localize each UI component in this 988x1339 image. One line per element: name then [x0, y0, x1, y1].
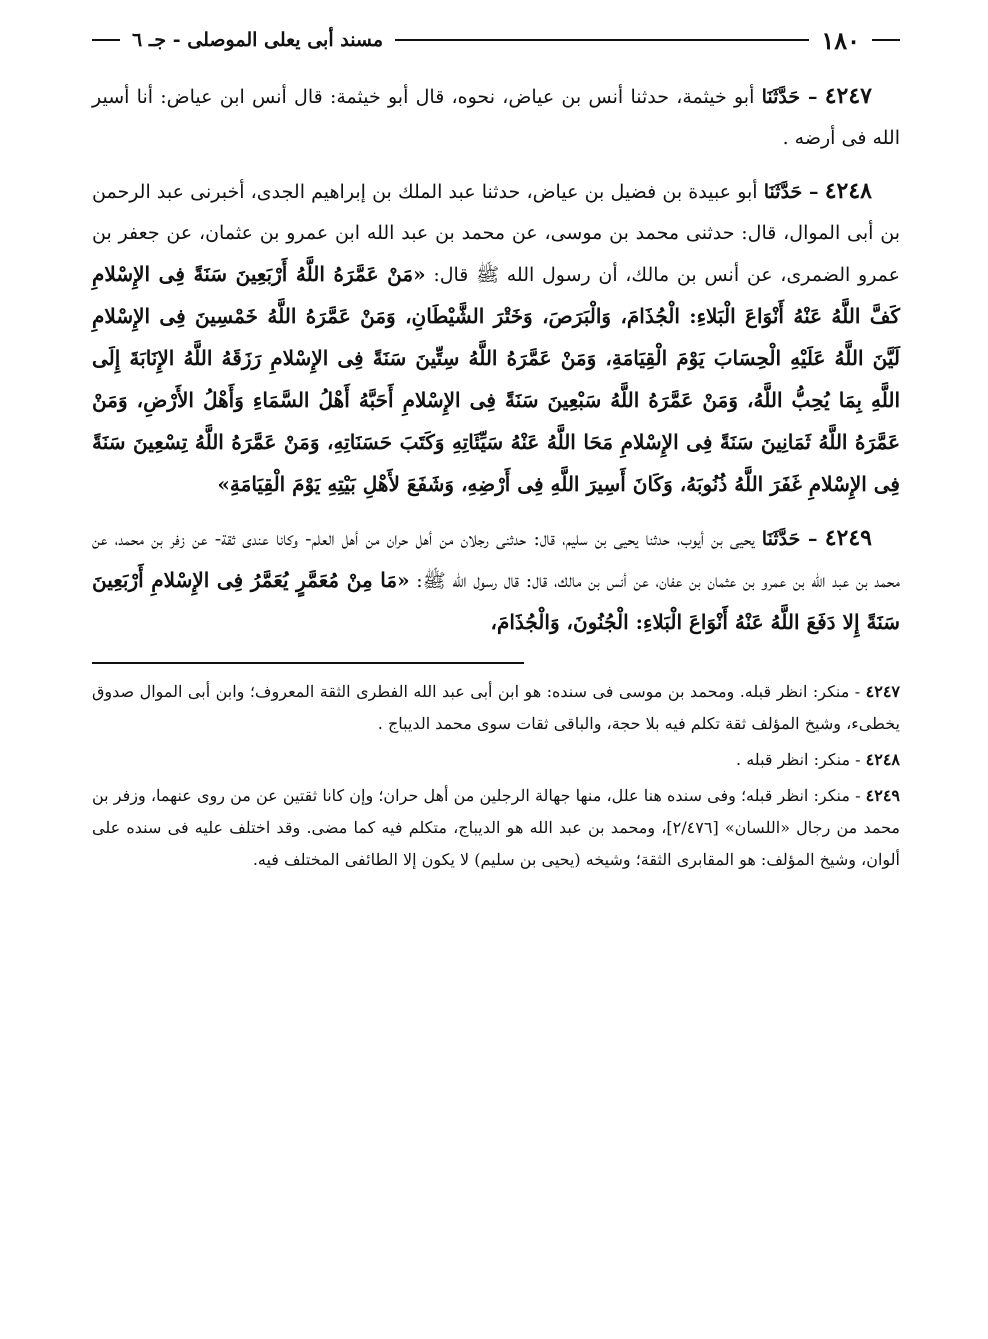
hadith-text: أبو خيثمة، حدثنا أنس بن عياض، نحوه، قال أبو خيثمة: قال أنس ابن عياض: أنا أسير الله فى أرضه . [92, 86, 900, 149]
page-number: ١٨٠ [821, 25, 860, 55]
header-rule [395, 39, 809, 41]
footnote-text: - منكر: انظر قبله؛ وفى سنده هنا علل، منها جهالة الرجلين من أهل حران؛ وإن كانا ثقتين عن من روى عنهما، وزفر بن محمد من رجال «اللسان» [٢/٤٧٦]، ومحمد بن عبد الله هو الديباج، متكلم فيه كما مضى. وقد اختلف عليه فى سنده على ألوان، وشيخ المؤلف: هو المقابرى الثقة؛ وشيخه (يحيى بن سليم) لا يكون إلا الطائفى المختلف فيه. [92, 786, 900, 869]
footnote-text: - منكر: انظر قبله . [736, 750, 861, 769]
footnote-number: ٤٢٤٧ [865, 682, 900, 701]
footnote-text: - منكر: انظر قبله. ومحمد بن موسى فى سنده: هو ابن أبى عبد الله الفطرى الثقة المعروف؛ وابن أبى الموال صدوق يخطىء، وشيخ المؤلف ثقة تكلم فيه بلا حجة، والباقى ثقات سوى محمد الديباج . [92, 682, 900, 733]
hadith-paragraph: ٤٢٤٩ – حَدَّثَنَا يحيى بن أيوب، حدثنا يحيى بن سليم، قال: حدثنى رجلان من أهل حران من أهل العلم- وكانا عندى ثقة- عن زفر بن محمد، عن محمد بن عبد الله بن عمرو بن عثمان بن عفان، عن أنس بن مالك، قال: قال رسول الله ﷺ: «مَا مِنْ مُعَمَّرٍ يُعَمَّرُ فِى الإِسْلامِ أَرْبَعِينَ سَنَةً إِلا دَفَعَ اللَّهُ عَنْهُ أَنْوَاعَ الْبَلاءِ: الْجُنُونَ، وَالْجُذَامَ، [92, 525, 901, 634]
footnote [92, 676, 900, 740]
footnote [92, 744, 900, 776]
hadith-keyword: حَدَّثَنَا [763, 181, 803, 203]
hadith-keyword: حَدَّثَنَا [761, 528, 801, 550]
footnote-divider [92, 662, 524, 664]
header-rule-right [872, 39, 900, 41]
footnote-number: ٤٢٤٨ [865, 750, 900, 769]
hadith-matn: «مَنْ عَمَّرَهُ اللَّهُ أَرْبَعِينَ سَنَةً فِى الإِسْلامِ كَفَّ اللَّهُ عَنْهُ أَنْوَاعَ الْبَلاءِ: الْجُذَامَ، وَالْبَرَصَ، وَخَتْرَ الشَّيْطَانِ، وَمَنْ عَمَّرَهُ اللَّهُ خَمْسِينَ فِى الإِسْلامِ لَيَّنَ اللَّهُ عَلَيْهِ الْحِسَابَ يَوْمَ الْقِيَامَةِ، وَمَنْ عَمَّرَهُ اللَّهُ سِتِّينَ سَنَةً فِى الإِسْلامِ رَزَقَهُ اللَّهُ الإِنَابَةَ إِلَى اللَّهِ بِمَا يُحِبُّ اللَّهُ، وَمَنْ عَمَّرَهُ اللَّهُ سَبْعِينَ سَنَةً فِى الإِسْلامِ أَحَبَّهُ أَهْلُ السَّمَاءِ وَأَهْلُ الأَرْضِ، وَمَنْ عَمَّرَهُ اللَّهُ ثَمَانِينَ سَنَةً فِى الإِسْلامِ مَحَا اللَّهُ عَنْهُ سَيِّئَاتِهِ وَكَتَبَ حَسَنَاتِهِ، وَمَنْ عَمَّرَهُ اللَّهُ تِسْعِينَ سَنَةً فِى الإِسْلامِ غَفَرَ اللَّهُ ذُنُوبَهُ، وَكَانَ أَسِيرَ اللَّهِ فِى أَرْضِهِ، وَشَفَعَ لأَهْلِ بَيْتِهِ يَوْمَ الْقِيَامَةِ» [92, 262, 900, 496]
footnote [92, 780, 900, 876]
hadith-number: ٤٢٤٨ [824, 178, 872, 204]
book-title: مسند أبى يعلى الموصلى - جـ ٦ [132, 29, 384, 51]
header-rule-left [92, 39, 120, 41]
hadith-paragraph: ٤٢٤٧ – حَدَّثَنَا أبو خيثمة، حدثنا أنس بن عياض، نحوه، قال أبو خيثمة: قال أنس ابن عياض: أنا أسير الله فى أرضه . [92, 83, 900, 149]
page-header [92, 22, 900, 58]
hadith-text: يحيى بن أيوب، حدثنا يحيى بن سليم، قال: حدثنى رجلان من أهل حران من أهل العلم- وكانا عندى ثقة- عن زفر بن محمد، عن محمد بن عبد الله بن عمرو بن عثمان بن عفان، عن أنس بن مالك، قال: قال رسول الله ﷺ: [92, 528, 901, 592]
hadith-matn: «مَا مِنْ مُعَمَّرٍ يُعَمَّرُ فِى الإِسْلامِ أَرْبَعِينَ سَنَةً إِلا دَفَعَ اللَّهُ عَنْهُ أَنْوَاعَ الْبَلاءِ: الْجُنُونَ، وَالْجُذَامَ، [92, 568, 900, 634]
hadith-paragraph: ٤٢٤٨ – حَدَّثَنَا أبو عبيدة بن فضيل بن عياض، حدثنا عبد الملك بن إبراهيم الجدى، أخبرنى عبد الرحمن بن أبى الموال، قال: حدثنى محمد بن موسى، عن محمد بن عبد الله ابن عمرو بن عثمان، عن جعفر بن عمرو الضمرى، عن أنس بن مالك، أن رسول الله ﷺ قال: «مَنْ عَمَّرَهُ اللَّهُ أَرْبَعِينَ سَنَةً فِى الإِسْلامِ كَفَّ اللَّهُ عَنْهُ أَنْوَاعَ الْبَلاءِ: الْجُذَامَ، وَالْبَرَصَ، وَخَتْرَ الشَّيْطَانِ، وَمَنْ عَمَّرَهُ اللَّهُ خَمْسِينَ فِى الإِسْلامِ لَيَّنَ اللَّهُ عَلَيْهِ الْحِسَابَ يَوْمَ الْقِيَامَةِ، وَمَنْ عَمَّرَهُ اللَّهُ سِتِّينَ سَنَةً فِى الإِسْلامِ رَزَقَهُ اللَّهُ الإِنَابَةَ إِلَى اللَّهِ بِمَا يُحِبُّ اللَّهُ، وَمَنْ عَمَّرَهُ اللَّهُ سَبْعِينَ سَنَةً فِى الإِسْلامِ أَحَبَّهُ أَهْلُ السَّمَاءِ وَأَهْلُ الأَرْضِ، وَمَنْ عَمَّرَهُ اللَّهُ ثَمَانِينَ سَنَةً فِى الإِسْلامِ مَحَا اللَّهُ عَنْهُ سَيِّئَاتِهِ وَكَتَبَ حَسَنَاتِهِ، وَمَنْ عَمَّرَهُ اللَّهُ تِسْعِينَ سَنَةً فِى الإِسْلامِ غَفَرَ اللَّهُ ذُنُوبَهُ، وَكَانَ أَسِيرَ اللَّهِ فِى أَرْضِهِ، وَشَفَعَ لأَهْلِ بَيْتِهِ يَوْمَ الْقِيَامَةِ» [92, 178, 900, 496]
hadith-text: أبو عبيدة بن فضيل بن عياض، حدثنا عبد الملك بن إبراهيم الجدى، أخبرنى عبد الرحمن بن أبى الموال، قال: حدثنى محمد بن موسى، عن محمد بن عبد الله ابن عمرو بن عثمان، عن جعفر بن عمرو الضمرى، عن أنس بن مالك، أن رسول الله ﷺ قال: [92, 181, 900, 286]
footnote-number: ٤٢٤٩ [865, 786, 901, 805]
main-text [92, 76, 900, 644]
hadith-number: ٤٢٤٧ [824, 83, 872, 109]
hadith-keyword: حَدَّثَنَا [761, 86, 801, 108]
footnotes [92, 676, 900, 876]
hadith-number: ٤٢٤٩ [824, 525, 872, 551]
